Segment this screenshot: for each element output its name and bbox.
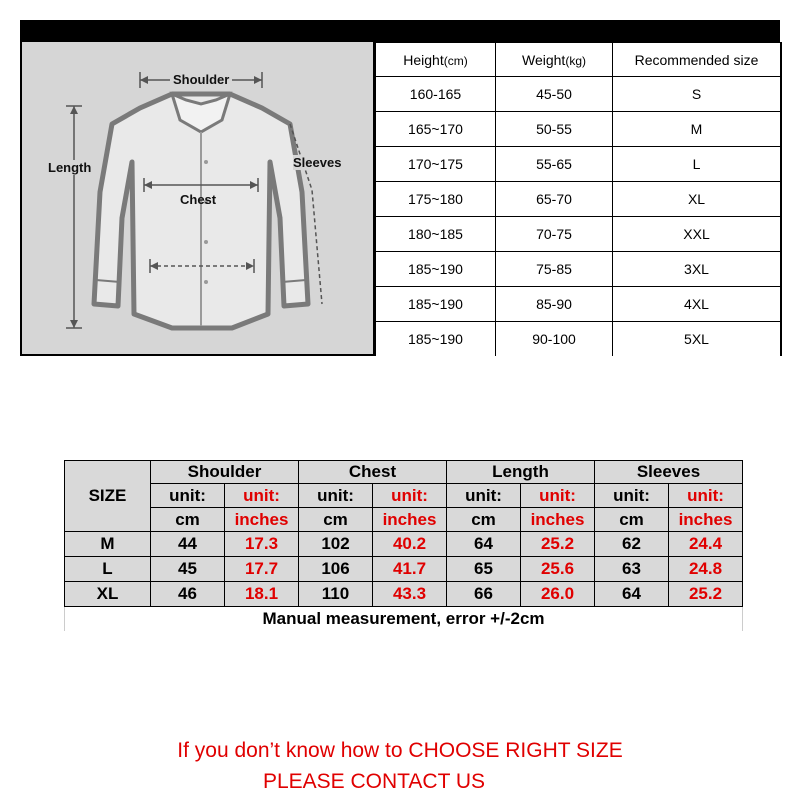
sleeves-label: Sleeves: [293, 155, 342, 170]
size-cell: 3XL: [613, 252, 782, 287]
contact-line-2: PLEASE CONTACT US: [262, 770, 486, 793]
height-cell: 180~185: [376, 217, 496, 252]
shoulder-cm-cell: 46: [151, 582, 225, 607]
shoulder-cm-cell: 45: [151, 557, 225, 582]
chest-cm-cell: 110: [299, 582, 373, 607]
unit-inches-value: inches: [225, 508, 299, 532]
height-cell: 175~180: [376, 182, 496, 217]
weight-cell: 50-55: [496, 112, 613, 147]
unit-inches-value: inches: [521, 508, 595, 532]
chest-label: Chest: [180, 192, 217, 207]
size-cell: XXL: [613, 217, 782, 252]
height-cell: 185~190: [376, 287, 496, 322]
chest-group-header: Chest: [299, 461, 447, 484]
height-cell: 170~175: [376, 147, 496, 182]
unit-inches-value: inches: [373, 508, 447, 532]
height-cell: 165~170: [376, 112, 496, 147]
shoulder-cm-cell: 44: [151, 532, 225, 557]
height-cell: 185~190: [376, 322, 496, 357]
measurement-table: [64, 460, 743, 631]
table-row: [376, 147, 782, 182]
unit-inches-label: unit:: [521, 484, 595, 508]
length-inches-cell: 25.2: [521, 532, 595, 557]
sleeves-cm-cell: 63: [595, 557, 669, 582]
shoulder-inches-cell: 18.1: [225, 582, 299, 607]
unit-cm-value: cm: [151, 508, 225, 532]
unit-row-top: [65, 484, 743, 508]
size-header: SIZE: [65, 461, 151, 532]
measurement-note-row: [65, 607, 743, 632]
size-cell: S: [613, 77, 782, 112]
unit-cm-value: cm: [595, 508, 669, 532]
length-group-header: Length: [447, 461, 595, 484]
length-inches-cell: 26.0: [521, 582, 595, 607]
unit-row-bottom: [65, 508, 743, 532]
table-row: [376, 77, 782, 112]
weight-cell: 75-85: [496, 252, 613, 287]
sleeves-cm-cell: 62: [595, 532, 669, 557]
sleeves-cm-cell: 64: [595, 582, 669, 607]
unit-cm-label: unit:: [299, 484, 373, 508]
sleeves-group-header: Sleeves: [595, 461, 743, 484]
length-cm-cell: 65: [447, 557, 521, 582]
weight-header: Weight(kg): [496, 43, 613, 77]
unit-inches-label: unit:: [225, 484, 299, 508]
length-cm-cell: 64: [447, 532, 521, 557]
unit-inches-value: inches: [669, 508, 743, 532]
sleeves-inches-cell: 24.4: [669, 532, 743, 557]
height-header: Height(cm): [376, 43, 496, 77]
weight-cell: 90-100: [496, 322, 613, 357]
table-row: [65, 532, 743, 557]
table-row: [65, 557, 743, 582]
size-recommendation-header: [376, 43, 782, 77]
size-cell: L: [613, 147, 782, 182]
shoulder-inches-cell: 17.7: [225, 557, 299, 582]
table-row: [376, 287, 782, 322]
unit-inches-label: unit:: [669, 484, 743, 508]
sleeves-inches-cell: 25.2: [669, 582, 743, 607]
sleeves-inches-cell: 24.8: [669, 557, 743, 582]
table-row: [65, 582, 743, 607]
unit-cm-value: cm: [447, 508, 521, 532]
table-row: [376, 252, 782, 287]
size-cell: 5XL: [613, 322, 782, 357]
size-cell: XL: [613, 182, 782, 217]
chest-cm-cell: 102: [299, 532, 373, 557]
unit-inches-label: unit:: [373, 484, 447, 508]
table-row: [376, 322, 782, 357]
weight-cell: 45-50: [496, 77, 613, 112]
shoulder-label: Shoulder: [170, 72, 232, 87]
table-row: [376, 182, 782, 217]
chest-inches-cell: 40.2: [373, 532, 447, 557]
chest-inches-cell: 41.7: [373, 557, 447, 582]
size-cell: M: [65, 532, 151, 557]
length-cm-cell: 66: [447, 582, 521, 607]
unit-cm-label: unit:: [595, 484, 669, 508]
measurement-group-header: [65, 461, 743, 484]
chest-cm-cell: 106: [299, 557, 373, 582]
shirt-diagram: [20, 42, 375, 356]
unit-cm-value: cm: [299, 508, 373, 532]
size-cell: M: [613, 112, 782, 147]
recommended-size-header: Recommended size: [613, 43, 782, 77]
length-inches-cell: 25.6: [521, 557, 595, 582]
size-cell: L: [65, 557, 151, 582]
table-row: [376, 112, 782, 147]
contact-line-1: If you don’t know how to CHOOSE RIGHT SIZE: [177, 739, 623, 762]
top-black-bar: [20, 20, 780, 42]
length-label: Length: [48, 160, 92, 175]
shoulder-inches-cell: 17.3: [225, 532, 299, 557]
weight-cell: 55-65: [496, 147, 613, 182]
weight-cell: 85-90: [496, 287, 613, 322]
unit-cm-label: unit:: [447, 484, 521, 508]
size-cell: XL: [65, 582, 151, 607]
measurement-note: Manual measurement, error +/-2cm: [65, 607, 743, 632]
size-recommendation-table: [375, 42, 782, 356]
table-row: [376, 217, 782, 252]
size-cell: 4XL: [613, 287, 782, 322]
height-cell: 160-165: [376, 77, 496, 112]
weight-cell: 70-75: [496, 217, 613, 252]
shoulder-group-header: Shoulder: [151, 461, 299, 484]
chest-inches-cell: 43.3: [373, 582, 447, 607]
weight-cell: 65-70: [496, 182, 613, 217]
height-cell: 185~190: [376, 252, 496, 287]
unit-cm-label: unit:: [151, 484, 225, 508]
